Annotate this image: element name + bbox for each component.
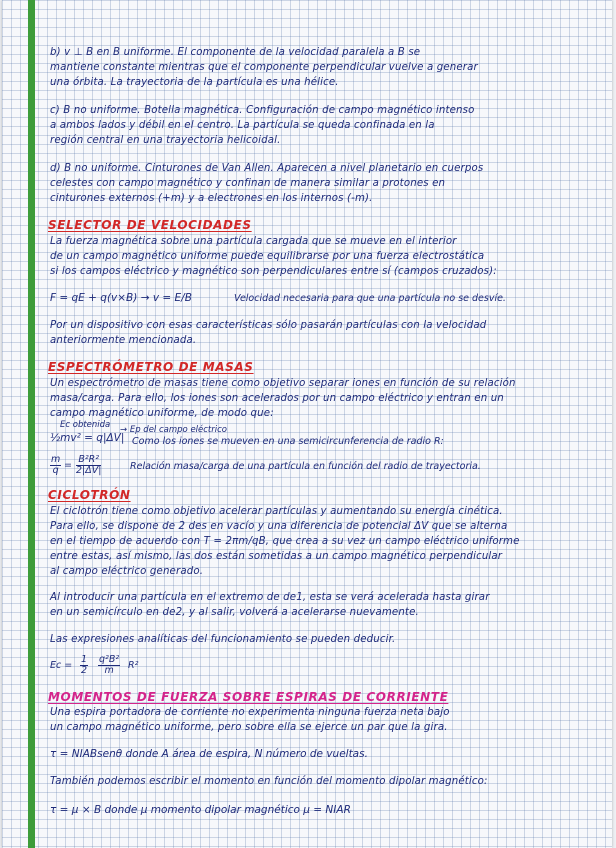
text-line: Para ello, se dispone de 2 des en vacío y una diferencia de potencial ΔV que se alterna [50,521,508,532]
text-line: También podemos escribir el momento en función del momento dipolar magnético: [50,776,488,787]
formula-mass-ratio-lhs: $\frac{m}{q}$ [51,454,61,476]
formula-dipole: τ = μ × B donde μ momento dipolar magnético μ = NIAR [50,804,351,816]
text-line: de un campo magnético uniforme puede equilibrarse por una fuerza electrostática [50,251,485,262]
section-heading-selector: SELECTOR DE VELOCIDADES [48,218,252,232]
text-line: región central en una trayectoria helicoidal. [50,135,281,146]
formula-ec-tail: R² [128,660,139,671]
text-line: masa/carga. Para ello, los iones son acelerados por un campo eléctrico y entran en un [50,393,504,404]
formula-ec-fraction: $\frac{\text{q²B²}}{m}$ [99,654,120,676]
formula-energy: ½mv² = q|ΔV| [50,432,125,444]
text-line: Por un dispositivo con esas características sólo pasarán partículas con la velocidad [50,320,487,331]
text-line: en un semicírculo en de2, y al salir, volverá a acelerarse nuevamente. [50,607,419,618]
text-line: Relación masa/carga de una partícula en función del radio de trayectoria. [130,461,481,472]
text-line: Las expresiones analíticas del funcionamiento se pueden deducir. [50,634,396,645]
formula-ec-half: $\frac{1}{2}$ [81,654,88,676]
text-line: anteriormente mencionada. [50,335,197,346]
margin-bar [28,0,35,848]
formula-annotation: → Ep del campo eléctrico [120,425,227,435]
notebook-page [2,0,612,848]
text-line: si los campos eléctrico y magnético son perpendiculares entre sí (campos cruzados): [50,266,497,277]
formula-note: Velocidad necesaria para que una partícula no se desvíe. [234,293,506,304]
text-line: El ciclotrón tiene como objetivo acelerar partículas y aumentando su energía cinética. [50,506,503,517]
text-line: un campo magnético uniforme, pero sobre ella se ejerce un par que la gira. [50,722,448,733]
text-line: celestes con campo magnético y confinan de manera similar a protones en [50,178,446,189]
equals-sign: = [64,460,72,471]
text-line: a ambos lados y débil en el centro. La partícula se queda confinada en la [50,120,435,131]
text-line: una órbita. La trayectoria de la partícula es una hélice. [50,77,339,88]
text-line: c) B no uniforme. Botella magnética. Configuración de campo magnético intenso [50,105,475,116]
text-line: Al introducir una partícula en el extremo de de1, esta se verá acelerada hasta girar [50,592,490,603]
formula-mass-ratio-rhs: $\frac{\text{B²R²}}{2|\Delta V|}$ [76,454,102,476]
section-heading-momentos: MOMENTOS DE FUERZA SOBRE ESPIRAS DE CORRIENTE [48,690,449,704]
text-line: en el tiempo de acuerdo con T = 2πm/qB, que crea a su vez un campo eléctrico uniforme [50,536,520,547]
text-line: Como los iones se mueven en una semicircunferencia de radio R: [132,436,444,447]
text-line: campo magnético uniforme, de modo que: [50,408,274,419]
formula-torque: τ = NIABsenθ donde A área de espira, N número de vueltas. [50,748,368,760]
formula-ec-lhs: Ec = [50,660,73,671]
text-line: d) B no uniforme. Cinturones de Van Allen. Aparecen a nivel planetario en cuerpos [50,163,484,174]
text-line: La fuerza magnética sobre una partícula cargada que se mueve en el interior [50,236,457,247]
text-line: al campo eléctrico generado. [50,566,204,577]
text-line: Una espira portadora de corriente no experimenta ninguna fuerza neta bajo [50,707,450,718]
section-heading-espectrometro: ESPECTRÓMETRO DE MASAS [48,360,254,374]
section-heading-ciclotron: CICLOTRÓN [48,488,131,502]
formula-annotation: Ec obtenida [60,420,111,430]
text-line: entre estas, así mismo, las dos están sometidas a un campo magnético perpendicular [50,551,503,562]
text-line: b) v ⊥ B en B uniforme. El componente de la velocidad paralela a B se [50,47,421,58]
text-line: Un espectrómetro de masas tiene como objetivo separar iones en función de su relación [50,378,516,389]
text-line: cinturones externos (+m) y a electrones en los internos (-m). [50,193,373,204]
formula-velocity: F = qE + q(v×B) → v = E/B [50,292,192,304]
text-line: mantiene constante mientras que el componente perpendicular vuelve a generar [50,62,478,73]
